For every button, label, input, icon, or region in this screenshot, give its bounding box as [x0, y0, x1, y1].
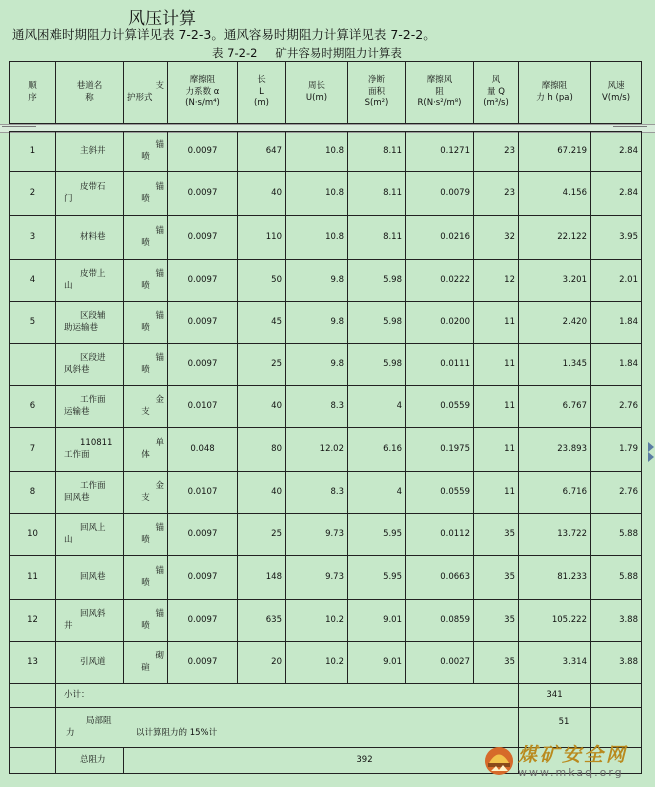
cell-friction: 6.767: [519, 386, 591, 428]
header-length: 长 L (m): [238, 62, 286, 124]
cell-length: 25: [238, 344, 286, 386]
cell-seq: 12: [10, 600, 56, 642]
cell-flow: 32: [474, 216, 519, 260]
cell-flow: 11: [474, 472, 519, 514]
cell-friction: 1.345: [519, 344, 591, 386]
cell-seq: [10, 344, 56, 386]
subtotal-value: 341: [519, 684, 591, 708]
cell-name: 材料巷: [56, 216, 124, 260]
cell-area: 9.01: [348, 642, 406, 684]
cell-perimeter: 10.2: [286, 642, 348, 684]
cell-alpha: 0.0097: [168, 642, 238, 684]
cell-seq: 11: [10, 556, 56, 600]
cell-friction: 13.722: [519, 514, 591, 556]
cell-flow: 11: [474, 302, 519, 344]
cell-resistance: 0.0559: [406, 386, 474, 428]
cell-resistance: 0.0112: [406, 514, 474, 556]
cell-alpha: 0.0097: [168, 514, 238, 556]
local-label-1: 局部阻: [86, 716, 112, 727]
cell-resistance: 0.0200: [406, 302, 474, 344]
cell-friction: 4.156: [519, 172, 591, 216]
cell-seq: 8: [10, 472, 56, 514]
cell-area: 8.11: [348, 172, 406, 216]
cell-seq: 3: [10, 216, 56, 260]
cell-flow: 35: [474, 642, 519, 684]
header-friction: 摩擦阻 力 h (pa): [519, 62, 591, 124]
cell-support: 金 支: [124, 472, 168, 514]
cell-seq: 2: [10, 172, 56, 216]
cell-area: 6.16: [348, 428, 406, 472]
cell-support: 锚 喷: [124, 514, 168, 556]
header-alpha: 摩擦阻 力系数 α (N·s/m⁴): [168, 62, 238, 124]
cell-alpha: 0.0097: [168, 344, 238, 386]
cell-velocity: 1.84: [591, 344, 642, 386]
cell-seq: 4: [10, 260, 56, 302]
table-row: [10, 260, 642, 302]
cell-name: 工作面 运输巷: [56, 386, 124, 428]
watermark-url: www.mkaq.org: [518, 765, 624, 779]
table-row: [10, 556, 642, 600]
cell-friction: 3.314: [519, 642, 591, 684]
cell-alpha: 0.0097: [168, 216, 238, 260]
table-title: 矿井容易时期阻力计算表: [275, 46, 402, 60]
cell-friction: 22.122: [519, 216, 591, 260]
cell-friction: 23.893: [519, 428, 591, 472]
cell-resistance: 0.0859: [406, 600, 474, 642]
cell-length: 40: [238, 386, 286, 428]
cell-alpha: 0.0107: [168, 472, 238, 514]
cell-name: 引风道: [56, 642, 124, 684]
cell-perimeter: 9.8: [286, 302, 348, 344]
cell-flow: 12: [474, 260, 519, 302]
scroll-arrow-icon[interactable]: [648, 452, 654, 462]
subtotal-label: 小计：: [56, 684, 519, 708]
header-velocity: 风速 V(m/s): [591, 62, 642, 124]
cell-support: 锚 喷: [124, 172, 168, 216]
table-caption: [212, 45, 402, 61]
cell-seq: 13: [10, 642, 56, 684]
cell-length: 148: [238, 556, 286, 600]
cell-support: 锚 喷: [124, 132, 168, 172]
header-seq: 顺 序: [10, 62, 56, 124]
cell-velocity: 2.76: [591, 386, 642, 428]
cell-perimeter: 8.3: [286, 472, 348, 514]
total-label: 总阻力: [56, 748, 124, 774]
cell-name: 工作面 回风巷: [56, 472, 124, 514]
cell-resistance: 0.1271: [406, 132, 474, 172]
cell-perimeter: 9.73: [286, 514, 348, 556]
cell-support: 锚 喷: [124, 344, 168, 386]
cell-perimeter: 10.2: [286, 600, 348, 642]
cell-seq: 7: [10, 428, 56, 472]
body-table: [9, 131, 642, 774]
document-subtitle: 通风困难时期阻力计算详见表 7-2-3。通风容易时期阻力计算详见表 7-2-2。: [12, 27, 436, 42]
total-value: 392: [124, 748, 519, 774]
cell-flow: 35: [474, 514, 519, 556]
cell-name: 110811 工作面: [56, 428, 124, 472]
cell-perimeter: 8.3: [286, 386, 348, 428]
cell-alpha: 0.0097: [168, 260, 238, 302]
cell-velocity: 2.84: [591, 172, 642, 216]
cell-flow: 23: [474, 172, 519, 216]
cell-velocity: 2.76: [591, 472, 642, 514]
cell-flow: 11: [474, 428, 519, 472]
table-row: [10, 216, 642, 260]
cell-velocity: 3.88: [591, 600, 642, 642]
table-row: [10, 600, 642, 642]
mine-helmet-logo-icon: [484, 744, 514, 778]
cell-friction: 6.716: [519, 472, 591, 514]
cell-flow: 23: [474, 132, 519, 172]
cell-resistance: 0.0216: [406, 216, 474, 260]
cell-perimeter: 9.8: [286, 260, 348, 302]
subtotal-row: [10, 684, 642, 708]
cell-alpha: 0.0107: [168, 386, 238, 428]
cell-resistance: 0.0111: [406, 344, 474, 386]
cell-perimeter: 9.8: [286, 344, 348, 386]
cell-velocity: 3.95: [591, 216, 642, 260]
cell-velocity: 1.84: [591, 302, 642, 344]
cell-flow: 11: [474, 386, 519, 428]
cell-velocity: 2.84: [591, 132, 642, 172]
header-name: 巷道名 称: [56, 62, 124, 124]
cell-support: 砌 碹: [124, 642, 168, 684]
local-note: 以计算阻力的 15%计: [136, 727, 218, 738]
cell-seq: 5: [10, 302, 56, 344]
cell-area: 5.98: [348, 260, 406, 302]
cell-length: 110: [238, 216, 286, 260]
watermark: [484, 740, 650, 782]
cell-perimeter: 9.73: [286, 556, 348, 600]
cell-length: 45: [238, 302, 286, 344]
cell-area: 5.95: [348, 514, 406, 556]
table-row: [10, 344, 642, 386]
cell-name: 主斜井: [56, 132, 124, 172]
cell-length: 635: [238, 600, 286, 642]
cell-area: 5.98: [348, 302, 406, 344]
cell-alpha: 0.0097: [168, 132, 238, 172]
cell-support: 锚 喷: [124, 600, 168, 642]
table-row: [10, 472, 642, 514]
cell-alpha: 0.048: [168, 428, 238, 472]
cell-velocity: 2.01: [591, 260, 642, 302]
cell-support: 锚 喷: [124, 216, 168, 260]
cell-flow: 35: [474, 556, 519, 600]
cell-friction: 2.420: [519, 302, 591, 344]
table-row: [10, 172, 642, 216]
header-table: [9, 61, 642, 124]
header-resistance: 摩擦风 阻 R(N·s²/m⁸): [406, 62, 474, 124]
cell-support: 锚 喷: [124, 302, 168, 344]
cell-name: 回风巷: [56, 556, 124, 600]
table-row: [10, 514, 642, 556]
header-support: 支 护形式: [124, 62, 168, 124]
cell-name: 区段进 风斜巷: [56, 344, 124, 386]
cell-length: 50: [238, 260, 286, 302]
cell-area: 8.11: [348, 216, 406, 260]
cell-support: 金 支: [124, 386, 168, 428]
cell-flow: 35: [474, 600, 519, 642]
cell-seq: 1: [10, 132, 56, 172]
cell-length: 40: [238, 172, 286, 216]
cell-resistance: 0.0079: [406, 172, 474, 216]
table-row: [10, 428, 642, 472]
cell-alpha: 0.0097: [168, 556, 238, 600]
cell-name: 区段辅 助运输巷: [56, 302, 124, 344]
cell-length: 20: [238, 642, 286, 684]
cell-resistance: 0.0663: [406, 556, 474, 600]
local-value: 51: [519, 708, 591, 748]
cell-velocity: 5.88: [591, 556, 642, 600]
cell-alpha: 0.0097: [168, 172, 238, 216]
cell-length: 40: [238, 472, 286, 514]
cell-support: 锚 喷: [124, 260, 168, 302]
cell-area: 5.98: [348, 344, 406, 386]
cell-friction: 81.233: [519, 556, 591, 600]
cell-alpha: 0.0097: [168, 600, 238, 642]
cell-perimeter: 10.8: [286, 132, 348, 172]
scroll-arrow-icon[interactable]: [648, 442, 654, 452]
cell-resistance: 0.0559: [406, 472, 474, 514]
cell-resistance: 0.0027: [406, 642, 474, 684]
watermark-title: 煤矿安全网: [518, 743, 629, 766]
cell-seq: 10: [10, 514, 56, 556]
cell-name: 回风斜 井: [56, 600, 124, 642]
cell-velocity: 5.88: [591, 514, 642, 556]
table-number: 表 7-2-2: [212, 46, 258, 60]
cell-length: 647: [238, 132, 286, 172]
cell-perimeter: 10.8: [286, 216, 348, 260]
cell-friction: 105.222: [519, 600, 591, 642]
table-row: [10, 642, 642, 684]
local-resistance-cell: [56, 708, 519, 748]
cell-perimeter: 10.8: [286, 172, 348, 216]
cell-flow: 11: [474, 344, 519, 386]
cell-area: 4: [348, 472, 406, 514]
cell-support: 锚 喷: [124, 556, 168, 600]
cell-area: 9.01: [348, 600, 406, 642]
cell-resistance: 0.0222: [406, 260, 474, 302]
cell-velocity: 1.79: [591, 428, 642, 472]
cell-area: 5.95: [348, 556, 406, 600]
cell-resistance: 0.1975: [406, 428, 474, 472]
cell-area: 4: [348, 386, 406, 428]
cell-perimeter: 12.02: [286, 428, 348, 472]
local-label-2: 力: [66, 727, 75, 738]
cell-friction: 67.219: [519, 132, 591, 172]
cell-name: 皮带石 门: [56, 172, 124, 216]
table-row: [10, 302, 642, 344]
cell-alpha: 0.0097: [168, 302, 238, 344]
table-row: [10, 132, 642, 172]
cell-seq: 6: [10, 386, 56, 428]
cell-name: 皮带上 山: [56, 260, 124, 302]
cell-name: 回风上 山: [56, 514, 124, 556]
cell-friction: 3.201: [519, 260, 591, 302]
document-title: 风压计算: [128, 9, 196, 29]
table-row: [10, 386, 642, 428]
cell-velocity: 3.88: [591, 642, 642, 684]
cell-support: 单 体: [124, 428, 168, 472]
cell-length: 80: [238, 428, 286, 472]
header-flow: 风 量 Q (m³/s): [474, 62, 519, 124]
cell-area: 8.11: [348, 132, 406, 172]
header-area: 净断 面积 S(m²): [348, 62, 406, 124]
cell-length: 25: [238, 514, 286, 556]
header-perimeter: 周长 U(m): [286, 62, 348, 124]
